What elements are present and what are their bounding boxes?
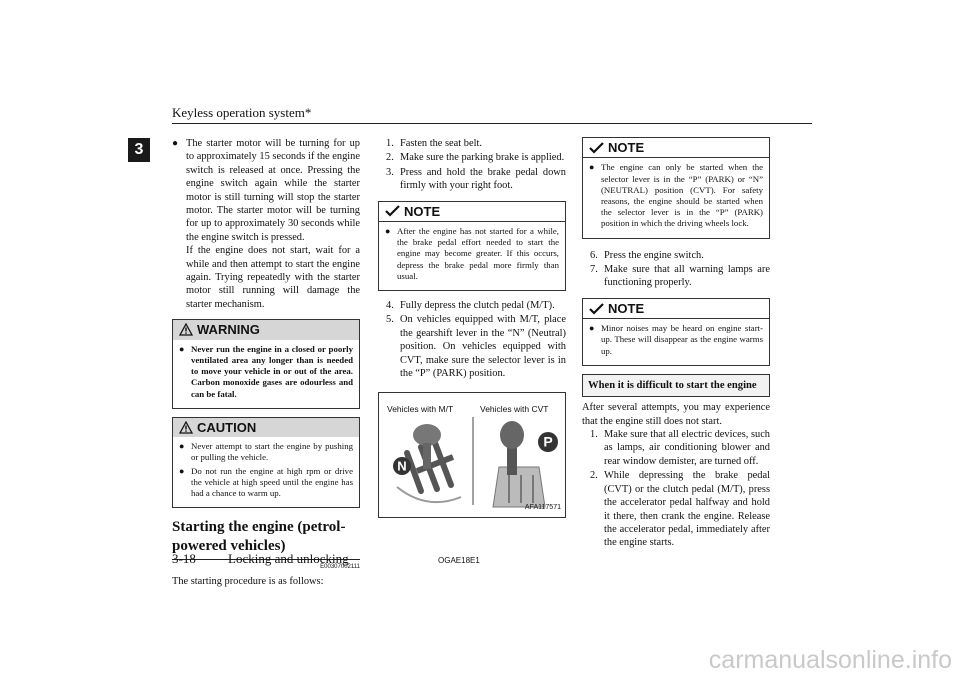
warning-box	[172, 319, 360, 408]
step-3: 3. Press and hold the brake pedal down firmly with your right foot.	[386, 166, 566, 192]
figure-label-mt: Vehicles with M/T	[387, 404, 454, 415]
footer-section: Locking and unlocking	[228, 551, 349, 566]
note-check-icon	[385, 205, 400, 217]
note-check-icon	[589, 303, 604, 315]
step-7: 7. Make sure that all warning lamps are functioning properly.	[590, 264, 770, 289]
figure-divider	[472, 417, 474, 505]
letter-n: N	[397, 458, 407, 474]
caution-item-1: ● Never attempt to start the engine by pushing or pulling the vehicle.	[179, 441, 353, 463]
header-rule	[172, 123, 812, 124]
figure-label-cvt: Vehicles with CVT	[480, 404, 549, 415]
note-box-brake	[378, 201, 566, 291]
note-header-3	[583, 299, 769, 319]
note-title: NOTE	[404, 203, 441, 219]
difficult-start-intro: After several attempts, you may experience that the engine still does not start.	[582, 402, 770, 427]
column-2	[378, 137, 566, 518]
running-header: Keyless operation system*	[172, 105, 312, 120]
note-check-icon	[589, 142, 604, 154]
step-1: 1. Fasten the seat belt.	[386, 138, 482, 149]
starter-bullet-cont: If the engine does not start, wait for a while and then attempt to start the engine again. Trying repeatedly with the starter motor still running will damage the starter mechanism.	[186, 245, 360, 310]
footer-code: OGAE18E1	[438, 556, 480, 565]
note-text: ● After the engine has not started for a while, the brake pedal effort needed to start the engine may become greater. If this occurs, depress the brake pedal more firmly than usual.	[385, 226, 559, 282]
letter-p: P	[543, 433, 553, 450]
gear-lever-figure	[378, 392, 566, 518]
note-text: ● The engine can only be started when the selector lever is in the “P” (PARK) or “N” (NEUTRAL) position (CVT). For safety reasons, the engine should be started when the selector lever is in the “P” (PARK) position in which the driving wheels lock.	[589, 162, 763, 229]
caution-header	[173, 418, 359, 437]
letter-p-badge-icon	[537, 431, 559, 453]
note-title: NOTE	[608, 300, 645, 316]
watermark: carmanualsonline.info	[708, 646, 952, 674]
step-5: 5. On vehicles equipped with M/T, place the gearshift lever in the “N” (Neutral) position. On vehicles equipped with CVT, make sure the selector lever is in the “P” (PARK) position.	[386, 314, 566, 380]
note-box-selector	[582, 137, 770, 239]
warning-header	[173, 320, 359, 339]
warning-title: WARNING	[197, 322, 260, 338]
letter-n-badge-icon	[392, 456, 412, 476]
step-4: 4. Fully depress the clutch pedal (M/T).	[386, 300, 555, 312]
note-title: NOTE	[608, 140, 645, 155]
figure-code: AFA117571	[524, 504, 561, 512]
intro-text: The starting procedure is as follows:	[172, 575, 324, 587]
section-code: E00307002111	[320, 564, 360, 571]
note-header-2	[583, 138, 769, 158]
chapter-tab: 3	[128, 138, 150, 162]
section-title: Starting the engine (petrol-powered vehicles)	[172, 519, 346, 555]
subsection-heading: When it is difficult to start the engine	[582, 374, 770, 397]
starter-bullet: ● The starter motor will be turning for up to approximately 15 seconds if the engine switch is released at once. Pressing the engine switch again while the starter motor is still turning will stop the starter motor. The starter motor will be turning for up to approximately 30 seconds while the engine switch is pressed. If the engine does not start, wait for a while and then attempt to start the engine again. Trying repeatedly with the starter motor still running will damage the starter mechanism.	[172, 137, 360, 311]
caution-item-2: ● Do not run the engine at high rpm or drive the vehicle at high speed until the engine has had a chance to warm up.	[179, 466, 353, 500]
note-header	[379, 202, 565, 222]
caution-triangle-icon	[179, 421, 193, 434]
note-box-noise	[582, 298, 770, 366]
column-1	[172, 137, 360, 588]
warning-triangle-icon	[179, 323, 193, 336]
difficult-step-2: 2. While depressing the brake pedal (CVT) or the clutch pedal (M/T), press the accelerator pedal halfway and hold it there, then crank the engine. Release the accelerator pedal, immediately after the engine starts.	[590, 470, 770, 549]
warning-text: ● Never run the engine in a closed or poorly ventilated area any longer than is needed to move your vehicle in or out of the area. Carbon monoxide gases are odourless and can be fatal.	[179, 344, 353, 400]
step-2: 2. Make sure the parking brake is applied.	[386, 152, 565, 164]
column-3	[582, 137, 770, 551]
step-6: 6. Press the engine switch.	[590, 249, 704, 261]
page-number: 3-18	[172, 551, 196, 566]
difficult-step-1: 1. Make sure that all electric devices, such as lamps, air conditioning blower and rear window demister, are turned off.	[590, 429, 770, 467]
caution-box	[172, 417, 360, 508]
caution-title: CAUTION	[197, 419, 257, 435]
note-text: ● Minor noises may be heard on engine start-up. These will disappear as the engine warms up.	[589, 323, 763, 357]
